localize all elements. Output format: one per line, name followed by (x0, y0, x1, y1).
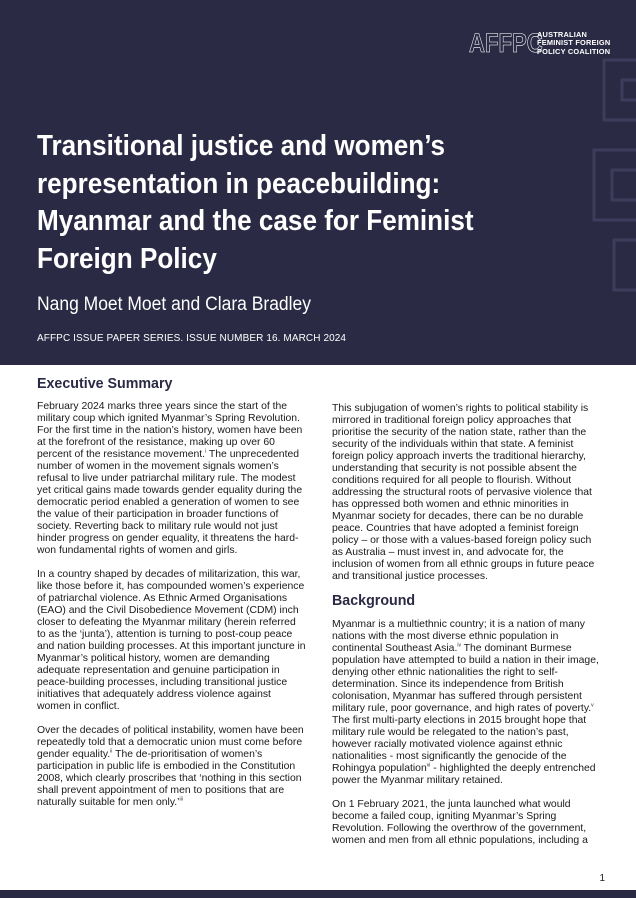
logo-line: FEMINIST FOREIGN (537, 38, 611, 48)
footnote-ref[interactable]: iv (457, 642, 461, 649)
left-column (37, 375, 306, 821)
footer-bar (0, 890, 636, 898)
footnote-ref[interactable]: ii (110, 748, 113, 755)
right-column (332, 403, 600, 859)
authors: Nang Moet Moet and Clara Bradley (37, 294, 312, 315)
paragraph: This subjugation of women’s rights to political stability is mirrored in traditional foreign policy approaches that prioritise the security of the nation state, rather than the security of the individuals within that state. A feminist foreign policy approach inverts the traditional hierarchy, understanding that security is not possible absent the conditions required for all people to flourish. Without addressing the structural roots of pervasive violence that has oppressed both women and ethnic minorities in Myanmar society for decades, there can be no durable peace. Countries that have adopted a feminist foreign policy – or those with a values-based foreign policy such as Australia – must invest in, and advocate for, the inclusion of women from all ethnic groups in future peace and transitional justice processes. (332, 403, 595, 582)
document-title: Transitional justice and women’s representation in peacebuilding: Myanmar and the case for Feminist Foreign Policy (37, 130, 474, 275)
affpc-logo (469, 30, 610, 57)
logo-line: AUSTRALIAN (537, 29, 588, 39)
page-number: 1 (599, 873, 605, 884)
cover-header (0, 0, 636, 365)
paragraph: In a country shaped by decades of militarization, this war, like those before it, has compounded women’s experience of patriarchal violence. As Ethnic Armed Organisations (EAO) and the Civil Disobedience Movement (CDM) inch closer to defeating the Myanmar military (herein referred to as the ‘junta’), attention is turning to post-coup peace and nation building processes. At this important juncture in Myanmar’s political history, women are demanding adequate representation and genuine participation in peace-building processes, including transitional justice initiatives that adequately address violence against women in conflict. (37, 569, 306, 712)
paragraph: On 1 February 2021, the junta launched what would become a failed coup, igniting Myanmar’s Spring Revolution. Following the overthrow of the government, women and men from all ethnic populations, including a (332, 799, 588, 846)
logo-mark: AFFPC (469, 28, 543, 58)
paragraph: Over the decades of political instability, women have been repeatedly told that a democratic union must come before gender equality.$^{ii}$ The de-prioritisation of women’s participation in public life is embodied in the Constitution 2008, which clearly proscribes that ‘nothing in this section shall prevent appointment of men to positions that are naturally suitable for men only.’$^{iii}$ (37, 725, 304, 808)
paragraph: February 2024 marks three years since the start of the military coup which ignited Myanmar’s Spring Revolution. For the first time in the nation’s history, women have been at the forefront of the resistance, making up over 60 percent of the resistance movement.$^i$ The unprecedented number of women in the movement signals women’s refusal to live under patriarchal military rule. The modest yet critical gains made towards gender equality during the democratic period enabled a generation of women to see the value of their participation in broader functions of society. Reverting back to military rule would not just hinder progress on gender equality, it threatens the hard-won fundamental rights of women and girls. (37, 401, 303, 556)
geometric-pattern-decoration (584, 50, 636, 300)
section-heading-background: Background (332, 592, 416, 609)
issue-series-line: AFFPC ISSUE PAPER SERIES. ISSUE NUMBER 16. MARCH 2024 (37, 333, 347, 344)
logo-line: POLICY COALITION (537, 46, 611, 56)
footnote-ref[interactable]: v (591, 702, 594, 709)
paragraph: Myanmar is a multiethnic country; it is a nation of many nations with the most diverse ethnic population in continental Southeast Asia.$^{iv}$ The dominant Burmese population have attempted to build a nation in their image, denying other ethnic nationalities the right to self-determination. Since its independence from British colonisation, Myanmar has suffered through persistent military rule, poor governance, and high rates of poverty.$^v$ The first multi-party elections in 2015 brought hope that military rule would be relegated to the nation’s past, however racially motivated violence against ethnic nationalities - most significantly the genocide of the Rohingya population$^{vi}$ - highlighted the deeply entrenched power the Myanmar military retained. (332, 619, 599, 786)
logo-text (537, 31, 610, 57)
footnote-ref[interactable]: i (205, 448, 207, 455)
footnote-ref[interactable]: iii (179, 796, 183, 803)
footnote-ref[interactable]: vi (426, 762, 431, 769)
section-heading-executive-summary: Executive Summary (37, 375, 173, 392)
